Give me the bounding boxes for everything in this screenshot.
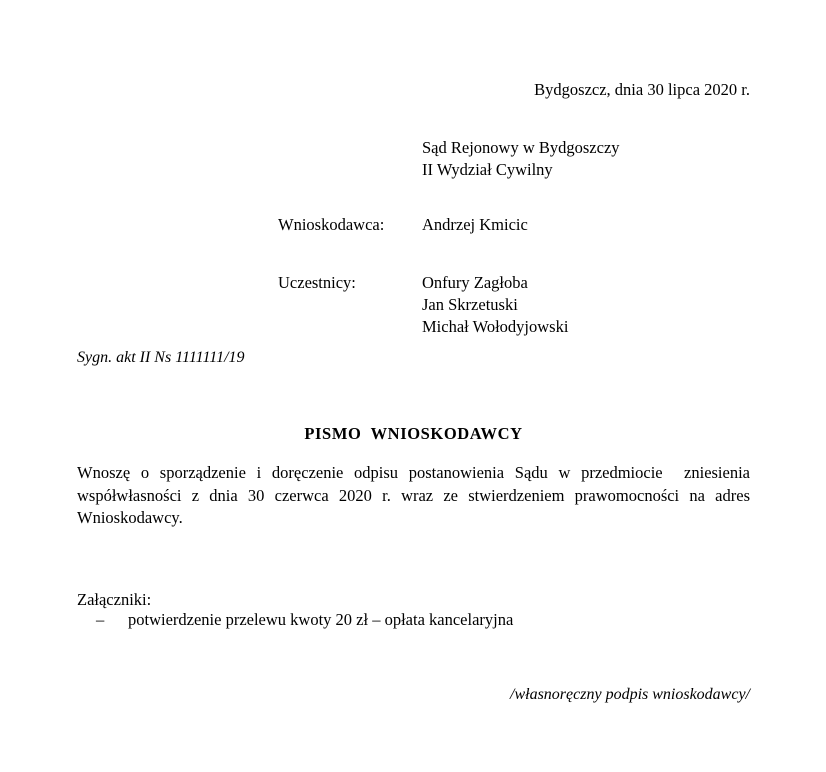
attachments-heading: Załączniki: — [77, 590, 152, 609]
applicant-name: Andrzej Kmicic — [422, 215, 528, 234]
handwritten-signature-note: /własnoręczny podpis wnioskodawcy/ — [510, 686, 750, 703]
body-paragraph: Wnoszę o sporządzenie i doręczenie odpisu postanowienia Sądu w przedmiocie zniesienia współwłasności z dnia 30 czerwca 2020 r. wraz ze stwierdzeniem prawomocności na adres Wnioskodawcy. — [77, 463, 755, 527]
applicant-values — [422, 214, 528, 236]
document-title: PISMO WNIOSKODAWCY — [304, 424, 523, 443]
bullet-dash-icon: – — [96, 610, 105, 629]
participant-name: Michał Wołodyjowski — [422, 317, 569, 336]
attachment-item — [96, 609, 756, 631]
participant-name: Jan Skrzetuski — [422, 295, 518, 314]
participants-values — [422, 272, 568, 338]
participants-label: Uczestnicy: — [278, 273, 356, 292]
attachment-text: potwierdzenie przelewu kwoty 20 zł – opłata kancelaryjna — [128, 610, 514, 629]
applicant-label: Wnioskodawca: — [278, 215, 385, 234]
court-address-block — [422, 137, 620, 181]
court-name: Sąd Rejonowy w Bydgoszczy — [422, 138, 620, 157]
case-signature: Sygn. akt II Ns 1111111/19 — [77, 349, 245, 366]
attachments-list — [96, 609, 756, 631]
date-and-place-line: Bydgoszcz, dnia 30 lipca 2020 r. — [534, 80, 750, 99]
participants-row — [278, 272, 568, 338]
participant-name: Onfury Zagłoba — [422, 273, 528, 292]
court-division: II Wydział Cywilny — [422, 160, 553, 179]
applicant-row — [278, 214, 528, 236]
